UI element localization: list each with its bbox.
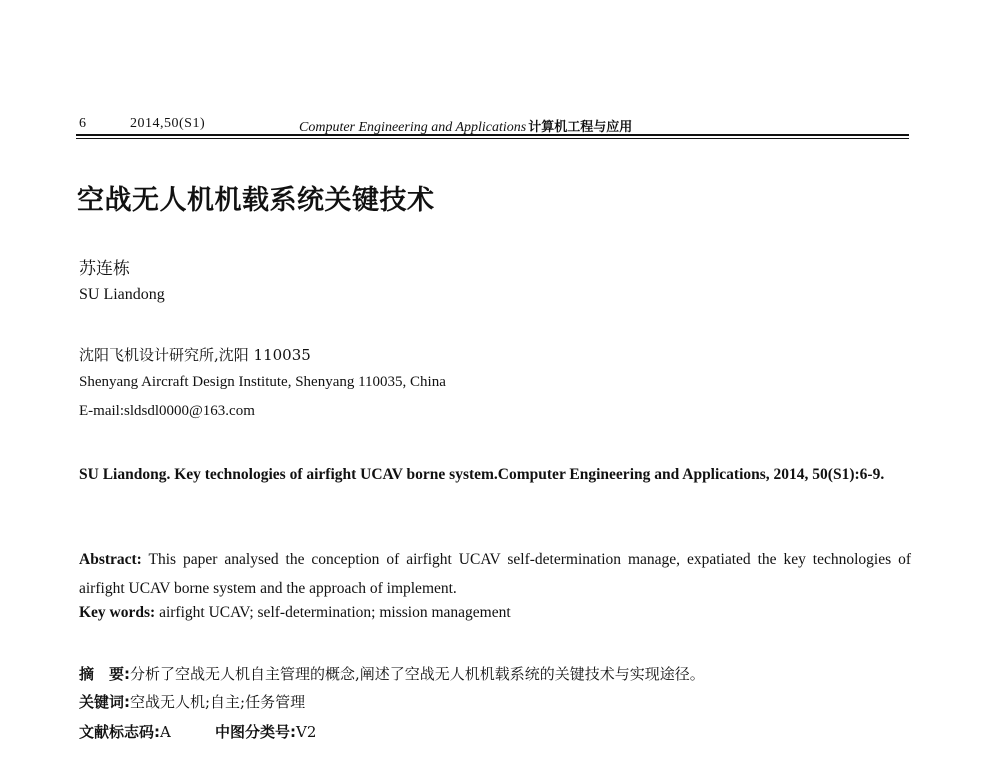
author-name-en: SU Liandong [79, 286, 165, 303]
keywords-text: airfight UCAV; self-determination; mission management [159, 604, 511, 621]
author-name-cn: 苏连栋 [79, 259, 130, 279]
journal-name [299, 116, 632, 136]
abstract-cn-label: 摘 要: [79, 665, 130, 683]
page-number: 6 [79, 116, 86, 131]
author-email: E-mail:sldsdl0000@163.com [79, 403, 255, 419]
citation: SU Liandong. Key technologies of airfight UCAV borne system.Computer Engineering and Applications, 2014, 50(S1):6-9. [79, 466, 885, 483]
clc-number-value: V2 [296, 723, 317, 741]
abstract-label: Abstract: [79, 551, 142, 568]
header-rule-thin [76, 138, 909, 139]
keywords-cn-text: 空战无人机;自主;任务管理 [130, 693, 306, 711]
affiliation-en: Shenyang Aircraft Design Institute, Shenyang 110035, China [79, 374, 446, 390]
abstract-en [79, 545, 911, 603]
paper-title: 空战无人机机载系统关键技术 [77, 185, 435, 216]
keywords-en [79, 604, 511, 622]
abstract-cn-text: 分析了空战无人机自主管理的概念,阐述了空战无人机机载系统的关键技术与实现途径。 [130, 665, 705, 683]
journal-name-en: Computer Engineering and Applications [299, 120, 527, 135]
clc-number [215, 721, 316, 742]
keywords-label: Key words: [79, 604, 156, 621]
header-rule-thick [76, 134, 909, 136]
document-code-value: A [160, 723, 171, 741]
issue-info: 2014,50(S1) [130, 116, 206, 131]
clc-number-label: 中图分类号: [215, 723, 296, 741]
abstract-text: This paper analysed the conception of airfight UCAV self-determination manage, expatiated the key technologies of airfight UCAV borne system and the approach of implement. [79, 551, 911, 597]
abstract-cn [79, 663, 705, 684]
document-code [79, 721, 171, 742]
keywords-cn-label: 关键词: [79, 693, 130, 711]
document-code-label: 文献标志码: [79, 723, 160, 741]
affiliation-cn: 沈阳飞机设计研究所,沈阳 110035 [79, 346, 311, 364]
journal-name-cn: 计算机工程与应用 [528, 120, 633, 135]
keywords-cn [79, 691, 305, 712]
